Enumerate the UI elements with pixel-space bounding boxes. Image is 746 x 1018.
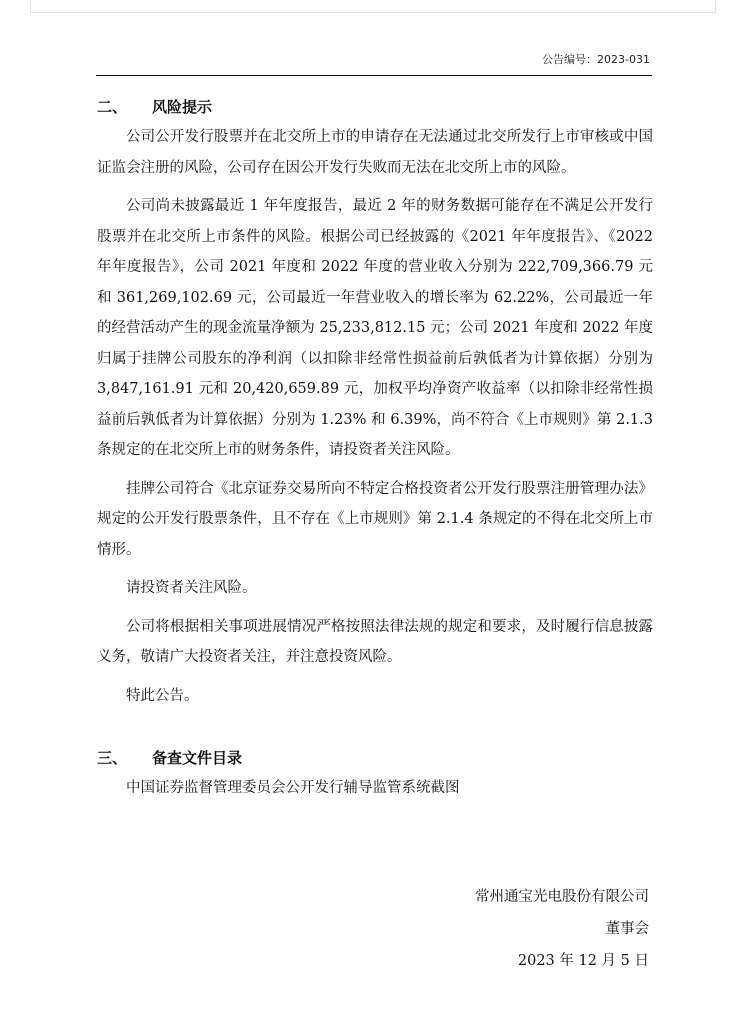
header-rule	[96, 75, 652, 76]
section-title: 风险提示	[152, 98, 213, 116]
announcement-number: 公告编号：2023-031	[542, 53, 650, 66]
signature-board: 董事会	[605, 921, 649, 937]
section-heading-risk	[97, 92, 653, 122]
risk-paragraph-4: 请投资者关注风险。	[126, 580, 257, 596]
document-list-item: 中国证券监督管理委员会公开发行辅导监管系统截图	[126, 780, 460, 796]
risk-paragraph-1: 公司公开发行股票并在北交所上市的申请存在无法通过北交所发行上市审核或中国证监会注册的风险，公司存在因公开发行失败而无法在北交所上市的风险。	[97, 129, 653, 176]
risk-paragraph-3: 挂牌公司符合《北京证券交易所向不特定合格投资者公开发行股票注册管理办法》规定的公开发行股票条件，且不存在《上市规则》第 2.1.4 条规定的不得在北交所上市情形。	[97, 480, 653, 558]
section-heading-documents	[97, 743, 653, 773]
signature-date: 2023 年 12 月 5 日	[517, 953, 649, 969]
closing-remark: 特此公告。	[126, 687, 199, 704]
signature-company: 常州通宝光电股份有限公司	[475, 889, 649, 905]
page-top-edge	[30, 0, 716, 13]
section-number: 二、	[97, 98, 128, 116]
risk-paragraph-5: 公司将根据相关事项进展情况严格按照法律法规的规定和要求，及时履行信息披露义务，敬请广大投资者关注，并注意投资风险。	[97, 618, 653, 665]
document-body	[97, 92, 653, 804]
risk-paragraph-2: 公司尚未披露最近 1 年年度报告，最近 2 年的财务数据可能存在不满足公开发行股票并在北交所上市条件的风险。根据公司已经披露的《2021 年年度报告》、《2022 年年度报告》，公司 2021 年度和 2022 年度的营业收入分别为 222,709,366.79 元和 361,269,102.69 元，公司最近一年营业收入的增长率为 62.22%，公司最近一年的经营活动产生的现金流量净额为 25,233,812.15 元；公司 2021 年度和 2022 年度归属于挂牌公司股东的净利润（以扣除非经常性损益前后孰低者为计算依据）分别为 3,847,161.91 元和 20,420,659.89 元，加权平均净资产收益率（以扣除非经常性损益前后孰低者为计算依据）分别为 1.23% 和 6.39%，尚不符合《上市规则》第 2.1.3 条规定的在北交所上市的财务条件，请投资者关注风险。	[97, 198, 653, 458]
section-title: 备查文件目录	[152, 749, 243, 767]
section-number: 三、	[97, 749, 128, 767]
